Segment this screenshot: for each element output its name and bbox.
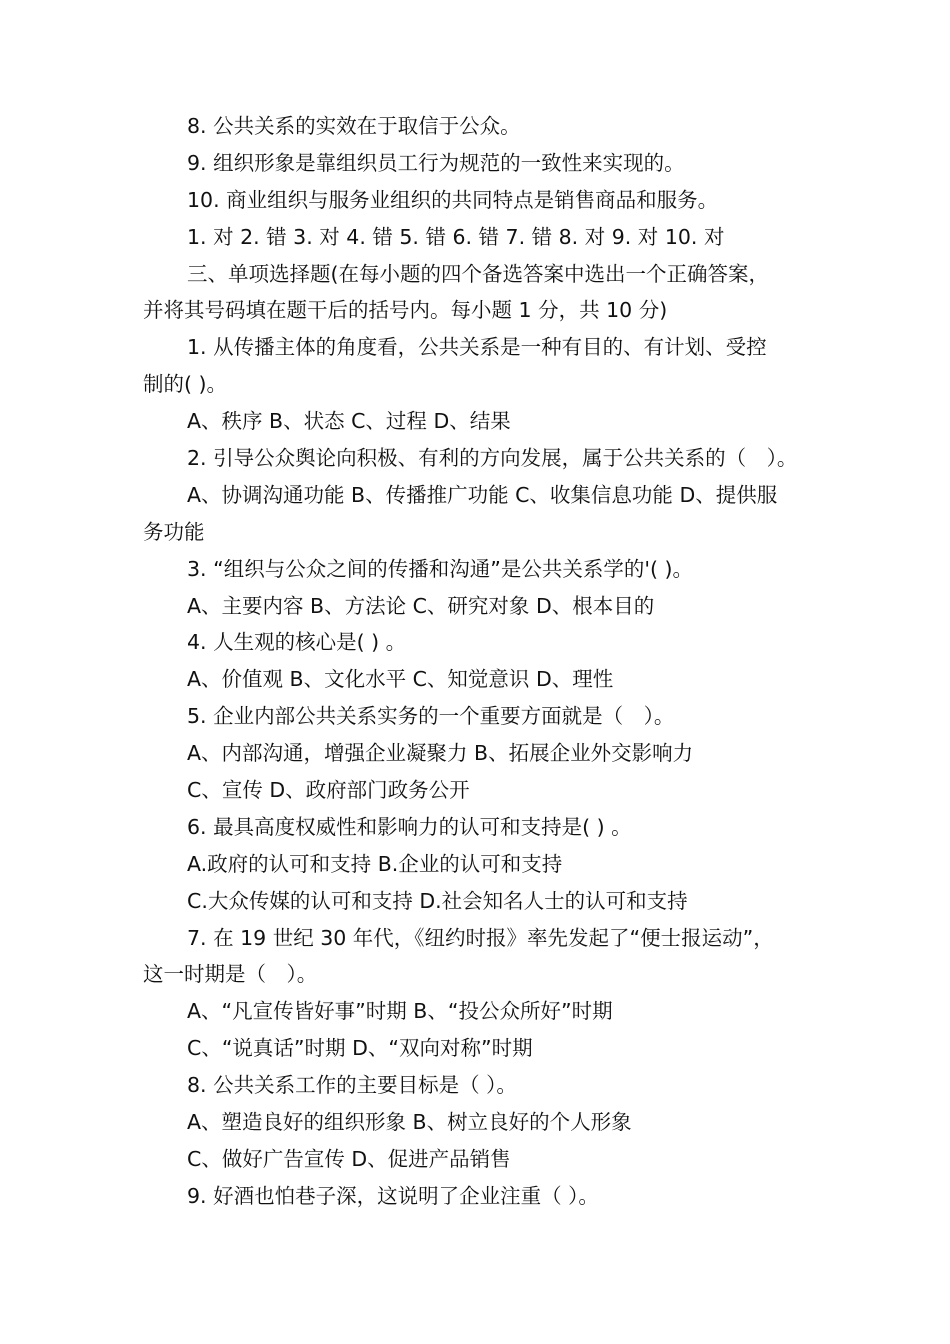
text-line: C、做好广告宣传 D、促进产品销售 [187, 1146, 511, 1171]
text-line: 6. 最具高度权威性和影响力的认可和支持是( ) 。 [187, 814, 632, 839]
text-line: 8. 公共关系工作的主要目标是（ ）。 [187, 1073, 517, 1098]
text-line: A、秩序 B、状态 C、过程 D、结果 [187, 409, 511, 434]
text-line: A、价值观 B、文化水平 C、知觉意识 D、理性 [187, 667, 614, 692]
text-line: 3. “组织与公众之间的传播和沟通”是公共关系学的'( )。 [187, 556, 693, 581]
text-line: 这一时期是（ ）。 [143, 962, 318, 987]
text-line: C、“说真话”时期 D、“双向对称”时期 [187, 1036, 533, 1061]
text-line: 8. 公共关系的实效在于取信于公众。 [187, 114, 521, 138]
text-line: 9. 组织形象是靠组织员工行为规范的一致性来实现的。 [187, 150, 685, 175]
text-line: C.大众传媒的认可和支持 D.社会知名人士的认可和支持 [187, 888, 688, 913]
text-line: 1. 从传播主体的角度看，公共关系是一种有目的、有计划、受控 [187, 335, 767, 360]
text-line: 9. 好酒也怕巷子深，这说明了企业注重（ ）。 [187, 1183, 599, 1208]
text-line: 2. 引导公众舆论向积极、有利的方向发展，属于公共关系的（ ）。 [187, 446, 798, 471]
text-line: A、塑造良好的组织形象 B、树立良好的个人形象 [187, 1110, 632, 1135]
text-line: C、宣传 D、政府部门政务公开 [187, 778, 470, 803]
text-line: 三、单项选择题(在每小题的四个备选答案中选出一个正确答案， [187, 261, 769, 286]
text-line: A、内部沟通，增强企业凝聚力 B、拓展企业外交影响力 [187, 741, 694, 766]
document-body [143, 108, 833, 1215]
text-line: 10. 商业组织与服务业组织的共同特点是销售商品和服务。 [187, 187, 719, 212]
text-line: 5. 企业内部公共关系实务的一个重要方面就是（ ）。 [187, 704, 675, 729]
text-line: A、“凡宣传皆好事”时期 B、“投公众所好”时期 [187, 999, 613, 1024]
text-line: A.政府的认可和支持 B.企业的认可和支持 [187, 851, 563, 876]
text-line: 1. 对 2. 错 3. 对 4. 错 5. 错 6. 错 7. 错 8. 对 9. 对 10. 对 [187, 224, 725, 249]
text-line: 4. 人生观的核心是( ) 。 [187, 630, 407, 655]
text-line: 务功能 [143, 519, 205, 544]
text-line: A、协调沟通功能 B、传播推广功能 C、收集信息功能 D、提供服 [187, 482, 778, 507]
text-line: 并将其号码填在题干后的括号内。每小题 1 分，共 10 分) [143, 298, 668, 323]
text-line: 制的( )。 [143, 372, 228, 397]
text-line: A、主要内容 B、方法论 C、研究对象 D、根本目的 [187, 593, 655, 618]
text-line: 7. 在 19 世纪 30 年代，《纽约时报》率先发起了“便士报运动”， [187, 925, 774, 950]
